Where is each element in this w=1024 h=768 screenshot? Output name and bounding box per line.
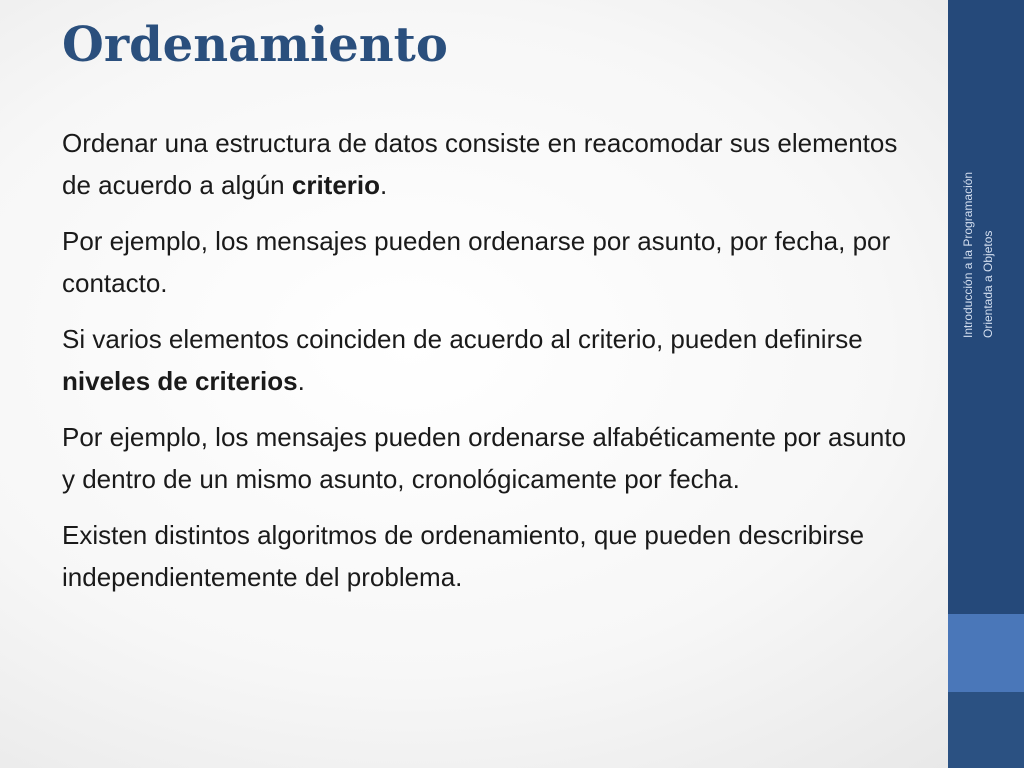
- paragraph-text: Ordenar una estructura de datos consiste en reacomodar sus elementos de acuerdo a algún: [62, 128, 898, 200]
- paragraph-text: Por ejemplo, los mensajes pueden ordenarse por asunto, por fecha, por contacto.: [62, 226, 891, 298]
- paragraph-text: Por ejemplo, los mensajes pueden ordenarse alfabéticamente por asunto y dentro de un mismo asunto, cronológicamente por fecha.: [62, 422, 907, 494]
- paragraph-bold-text: niveles de criterios: [62, 366, 298, 396]
- sidebar-caption: [958, 98, 998, 338]
- sidebar-bottom-block: [948, 692, 1024, 768]
- sidebar-caption-line: Orientada a Objetos: [981, 230, 995, 338]
- paragraph-text: Si varios elementos coinciden de acuerdo al criterio, pueden definirse: [62, 324, 863, 354]
- sidebar-accent-block: [948, 614, 1024, 692]
- paragraph: [62, 220, 922, 304]
- slide-body: [62, 122, 922, 612]
- paragraph-text-end: .: [297, 366, 305, 396]
- paragraph-text: Existen distintos algoritmos de ordenamiento, que pueden describirse independientemente del problema.: [62, 520, 865, 592]
- paragraph: [62, 416, 922, 500]
- sidebar-caption-line: Introducción a la Programación: [961, 171, 975, 338]
- paragraph: [62, 514, 922, 598]
- slide-title: Ordenamiento: [62, 17, 448, 73]
- paragraph: [62, 122, 922, 206]
- paragraph-text-end: .: [380, 170, 388, 200]
- paragraph-bold-text: criterio: [291, 170, 381, 200]
- paragraph: [62, 318, 922, 402]
